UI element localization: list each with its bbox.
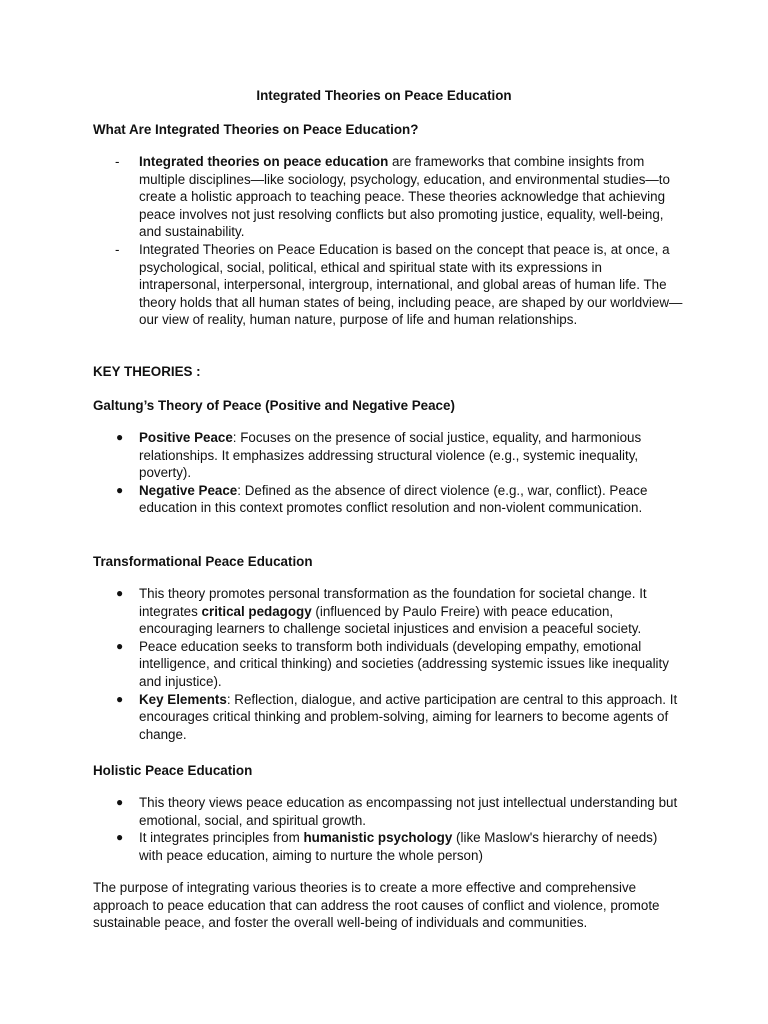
item-text: : Defined as the absence of direct violence (e.g., war, conflict). Peace education in this context promotes conflict resolution and non-violent communication. [139,482,648,516]
bullet-marker: ● [116,638,124,653]
list-item [93,829,683,864]
bold-term: humanistic psychology [303,830,453,846]
dash-marker: - [115,241,120,257]
list-item [93,153,683,241]
bullet-marker: ● [116,586,124,600]
item-text: (like Maslow's hierarchy of needs) with peace education, aiming to nurture the whole person) [139,830,658,863]
list-what-are [93,153,683,329]
list-holistic [93,794,683,864]
bullet-marker: ● [116,830,124,845]
heading-holistic: Holistic Peace Education [93,763,253,778]
list-item [93,794,683,829]
dash-marker: - [115,154,120,169]
heading-transformational: Transformational Peace Education [93,554,313,569]
item-text: This theory views peace education as encompassing not just intellectual understanding but emotional, social, and spiritual growth. [139,795,678,828]
item-text-pre: This theory promotes personal transformation as the foundation for societal change. It integrates [139,586,647,619]
item-text: : Focuses on the presence of social justice, equality, and harmonious relationships. It emphasizes addressing structural violence (e.g., systemic inequality, poverty). [139,430,642,481]
item-text-pre: It integrates principles from [139,830,304,846]
heading-what-are: What Are Integrated Theories on Peace Education? [93,122,419,137]
bold-term: critical pedagogy [201,603,312,619]
bullet-marker: ● [116,482,124,497]
item-text: Integrated Theories on Peace Education is based on the concept that peace is, at once, a psychological, social, political, ethical and spiritual state with its expressions in intrapersonal, interpersonal, intergroup, international, and global areas of human life. The theory holds that all human states of being, including peace, are shaped by our worldview—our view of reality, human nature, purpose of life and human relationships. [139,241,683,328]
bullet-marker: ● [116,795,124,809]
bold-term: Positive Peace [139,430,233,445]
heading-key-theories: KEY THEORIES : [93,364,201,379]
document-title: Integrated Theories on Peace Education [256,88,512,103]
bullet-marker: ● [116,691,124,706]
list-item [93,638,683,691]
item-text: are frameworks that combine insights from multiple disciplines—like sociology, psychology, education, and environmental studies—to create a holistic approach to teaching peace. These theories acknowledge that achieving peace involves not just resolving conflicts but also promoting justice, equality, well-being, and sustainability. [139,154,670,240]
list-item [93,241,683,329]
list-transformational [93,585,683,743]
bold-term: Key Elements [139,691,227,707]
bullet-marker: ● [116,430,124,444]
item-text: (influenced by Paulo Freire) with peace education, encouraging learners to challenge societal injustices and envision a peaceful society. [139,603,642,637]
conclusion-paragraph: The purpose of integrating various theories is to create a more effective and comprehensive approach to peace education that can address the root causes of conflict and violence, promote sustainable peace, and foster the overall well-being of individuals and communities. [93,880,660,931]
bold-term: Negative Peace [139,482,238,498]
list-item [93,482,683,517]
list-item [93,429,683,482]
list-galtung [93,429,683,517]
item-text: : Reflection, dialogue, and active participation are central to this approach. It encourages critical thinking and problem-solving, aiming for learners to become agents of change. [139,691,678,742]
item-text: Peace education seeks to transform both individuals (developing empathy, emotional intelligence, and critical thinking) and societies (addressing systemic issues like inequality and injustice). [139,638,669,689]
heading-galtung: Galtung’s Theory of Peace (Positive and Negative Peace) [93,398,455,413]
bold-term: Integrated theories on peace education [139,154,389,169]
list-item [93,585,683,638]
list-item [93,691,683,744]
